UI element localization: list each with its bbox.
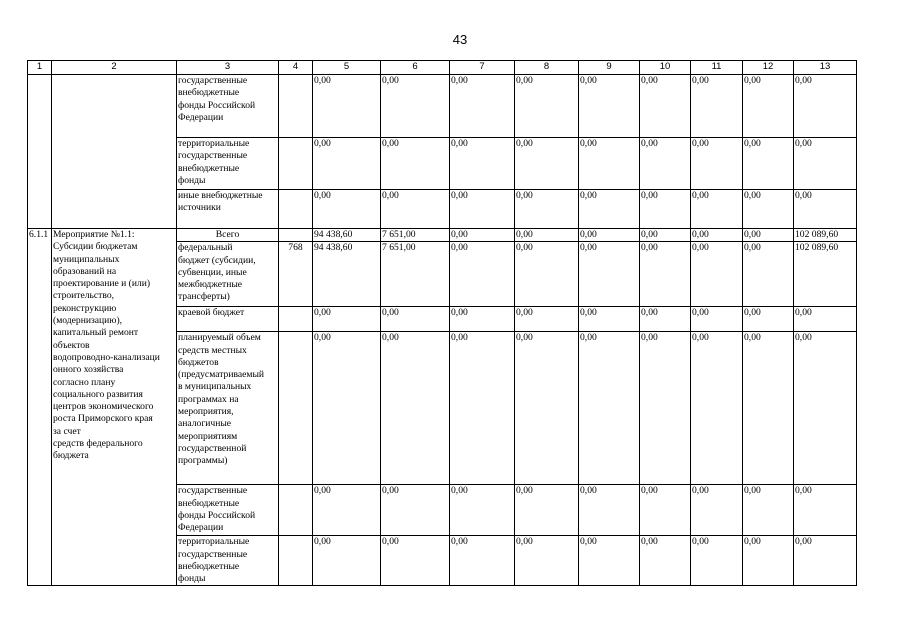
value-cell: 0,00 bbox=[313, 138, 381, 190]
code-cell bbox=[279, 485, 313, 536]
value-cell: 0,00 bbox=[794, 332, 857, 485]
value-cell: 0,00 bbox=[381, 332, 450, 485]
value-cell: 0,00 bbox=[313, 190, 381, 229]
value-cell: 0,00 bbox=[579, 190, 640, 229]
value-cell: 0,00 bbox=[743, 75, 794, 138]
value-cell: 0,00 bbox=[579, 485, 640, 536]
value-cell: 0,00 bbox=[691, 190, 743, 229]
activity-number: 6.1.1 bbox=[28, 229, 52, 586]
value-cell: 0,00 bbox=[579, 138, 640, 190]
value-cell: 0,00 bbox=[450, 485, 515, 536]
value-cell: 0,00 bbox=[381, 536, 450, 586]
value-cell: 0,00 bbox=[515, 536, 579, 586]
value-cell: 0,00 bbox=[743, 138, 794, 190]
value-cell: 0,00 bbox=[640, 307, 691, 332]
value-cell: 0,00 bbox=[515, 332, 579, 485]
source-cell: иные внебюджетные источники bbox=[177, 190, 279, 229]
value-cell: 0,00 bbox=[691, 485, 743, 536]
value-cell: 0,00 bbox=[450, 75, 515, 138]
col-header: 8 bbox=[515, 61, 579, 75]
value-cell: 0,00 bbox=[794, 190, 857, 229]
total-value: 7 651,00 bbox=[381, 229, 450, 242]
source-cell: государственные внебюджетные фонды Российской Федерации bbox=[177, 485, 279, 536]
source-cell: краевой бюджет bbox=[177, 307, 279, 332]
code-cell bbox=[279, 536, 313, 586]
value-cell: 0,00 bbox=[794, 307, 857, 332]
table-row bbox=[28, 75, 857, 138]
value-cell: 0,00 bbox=[691, 332, 743, 485]
value-cell: 0,00 bbox=[313, 485, 381, 536]
value-cell: 0,00 bbox=[381, 485, 450, 536]
value-cell: 0,00 bbox=[515, 75, 579, 138]
value-cell: 0,00 bbox=[640, 190, 691, 229]
page-number: 43 bbox=[452, 32, 468, 47]
value-cell: 0,00 bbox=[640, 75, 691, 138]
value-cell: 0,00 bbox=[381, 190, 450, 229]
value-cell: 0,00 bbox=[450, 332, 515, 485]
value-cell: 0,00 bbox=[794, 138, 857, 190]
value-cell: 0,00 bbox=[691, 242, 743, 307]
value-cell: 0,00 bbox=[794, 75, 857, 138]
col-header: 12 bbox=[743, 61, 794, 75]
col-header: 1 bbox=[28, 61, 52, 75]
value-cell: 0,00 bbox=[450, 138, 515, 190]
cell-name-empty bbox=[52, 75, 177, 229]
value-cell: 0,00 bbox=[579, 242, 640, 307]
source-cell: государственные внебюджетные фонды Российской Федерации bbox=[177, 75, 279, 138]
col-header: 13 bbox=[794, 61, 857, 75]
value-cell: 0,00 bbox=[313, 332, 381, 485]
code-cell bbox=[279, 190, 313, 229]
total-value: 0,00 bbox=[579, 229, 640, 242]
value-cell: 0,00 bbox=[515, 307, 579, 332]
activity-name: Мероприятие №1.1: Субсидии бюджетам муниципальных образований на проектирование и (или) строительство, реконструкцию (модернизацию), капитальный ремонт объектов водопроводно-канализаци онного хозяйства согласно плану социального развития центров экономического роста Приморского края за счет средств федерального бюджета bbox=[52, 229, 177, 586]
total-value: 0,00 bbox=[450, 229, 515, 242]
total-value: 0,00 bbox=[515, 229, 579, 242]
value-cell: 94 438,60 bbox=[313, 242, 381, 307]
value-cell: 0,00 bbox=[515, 138, 579, 190]
source-cell: планируемый объем средств местных бюджетов (предусматриваемый в муниципальных программах на мероприятия, аналогичные мероприятиям государственной программы) bbox=[177, 332, 279, 485]
source-cell: территориальные государственные внебюджетные фонды bbox=[177, 536, 279, 586]
value-cell: 0,00 bbox=[381, 75, 450, 138]
code-cell: 768 bbox=[279, 242, 313, 307]
total-value: 94 438,60 bbox=[313, 229, 381, 242]
value-cell: 0,00 bbox=[450, 307, 515, 332]
value-cell: 0,00 bbox=[691, 75, 743, 138]
value-cell: 0,00 bbox=[579, 536, 640, 586]
col-header: 6 bbox=[381, 61, 450, 75]
value-cell: 0,00 bbox=[794, 485, 857, 536]
value-cell: 0,00 bbox=[579, 75, 640, 138]
value-cell: 7 651,00 bbox=[381, 242, 450, 307]
value-cell: 0,00 bbox=[579, 332, 640, 485]
code-cell bbox=[279, 229, 313, 242]
source-cell: территориальные государственные внебюджетные фонды bbox=[177, 138, 279, 190]
value-cell: 0,00 bbox=[381, 307, 450, 332]
value-cell: 0,00 bbox=[691, 536, 743, 586]
total-label: Всего bbox=[177, 229, 279, 242]
value-cell: 0,00 bbox=[450, 190, 515, 229]
col-header: 10 bbox=[640, 61, 691, 75]
col-header: 9 bbox=[579, 61, 640, 75]
value-cell: 0,00 bbox=[640, 536, 691, 586]
value-cell: 0,00 bbox=[515, 242, 579, 307]
value-cell: 0,00 bbox=[640, 138, 691, 190]
code-cell bbox=[279, 332, 313, 485]
total-value: 0,00 bbox=[743, 229, 794, 242]
value-cell: 0,00 bbox=[743, 242, 794, 307]
value-cell: 0,00 bbox=[450, 242, 515, 307]
header-row bbox=[28, 61, 857, 75]
value-cell: 102 089,60 bbox=[794, 242, 857, 307]
value-cell: 0,00 bbox=[313, 536, 381, 586]
col-header: 11 bbox=[691, 61, 743, 75]
value-cell: 0,00 bbox=[640, 485, 691, 536]
value-cell: 0,00 bbox=[743, 485, 794, 536]
value-cell: 0,00 bbox=[515, 190, 579, 229]
total-row bbox=[28, 229, 857, 242]
value-cell: 0,00 bbox=[691, 138, 743, 190]
value-cell: 0,00 bbox=[381, 138, 450, 190]
value-cell: 0,00 bbox=[794, 536, 857, 586]
total-value: 0,00 bbox=[691, 229, 743, 242]
total-value: 0,00 bbox=[640, 229, 691, 242]
value-cell: 0,00 bbox=[743, 332, 794, 485]
col-header: 3 bbox=[177, 61, 279, 75]
value-cell: 0,00 bbox=[640, 242, 691, 307]
value-cell: 0,00 bbox=[515, 485, 579, 536]
code-cell bbox=[279, 75, 313, 138]
code-cell bbox=[279, 138, 313, 190]
value-cell: 0,00 bbox=[450, 536, 515, 586]
code-cell bbox=[279, 307, 313, 332]
col-header: 2 bbox=[52, 61, 177, 75]
value-cell: 0,00 bbox=[743, 536, 794, 586]
col-header: 7 bbox=[450, 61, 515, 75]
budget-table bbox=[27, 60, 857, 586]
value-cell: 0,00 bbox=[691, 307, 743, 332]
total-value: 102 089,60 bbox=[794, 229, 857, 242]
cell-number-empty bbox=[28, 75, 52, 229]
col-header: 4 bbox=[279, 61, 313, 75]
value-cell: 0,00 bbox=[313, 75, 381, 138]
value-cell: 0,00 bbox=[640, 332, 691, 485]
value-cell: 0,00 bbox=[313, 307, 381, 332]
value-cell: 0,00 bbox=[743, 307, 794, 332]
source-cell: федеральный бюджет (субсидии, субвенции, иные межбюджетные трансферты) bbox=[177, 242, 279, 307]
value-cell: 0,00 bbox=[579, 307, 640, 332]
value-cell: 0,00 bbox=[743, 190, 794, 229]
col-header: 5 bbox=[313, 61, 381, 75]
